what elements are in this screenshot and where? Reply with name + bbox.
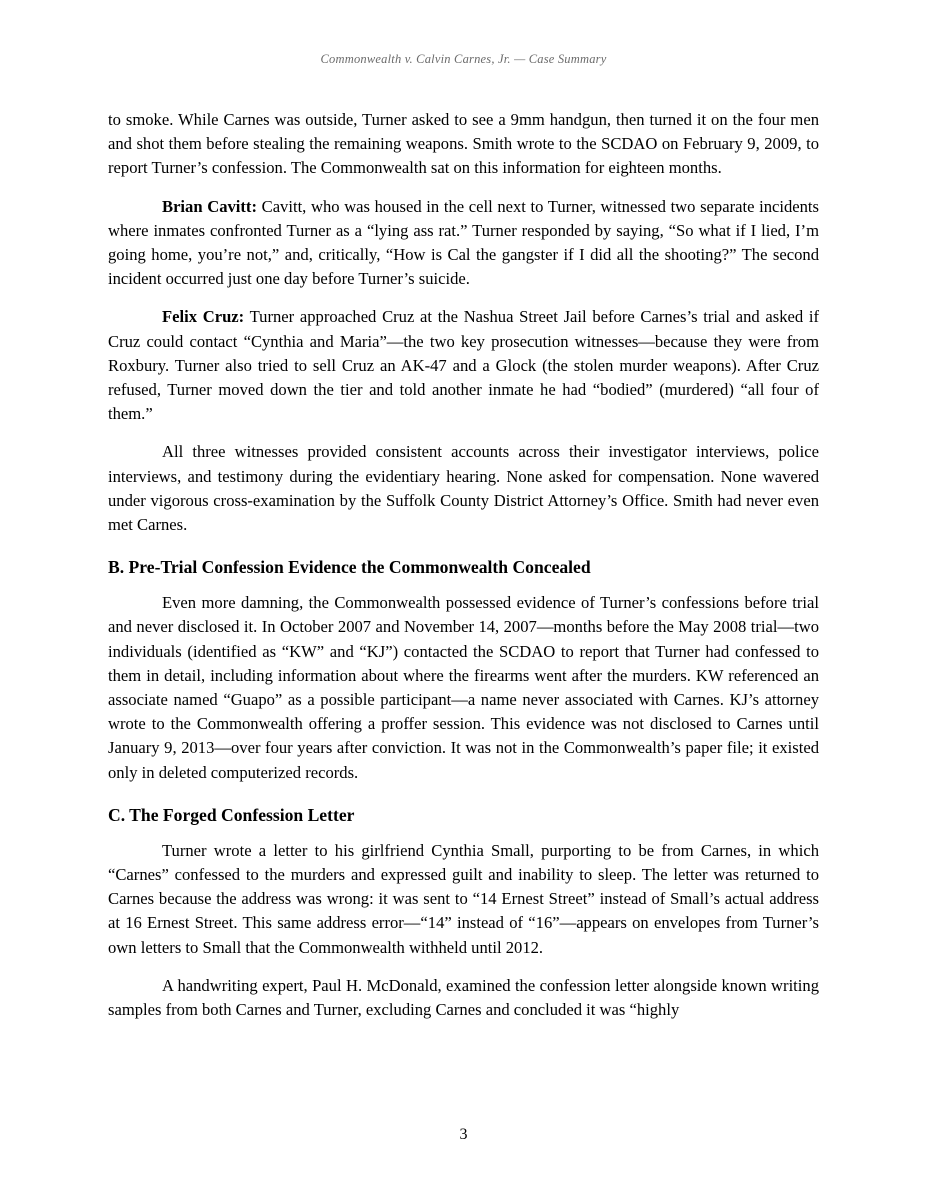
page-number: 3 [459,1126,468,1143]
witness-text-cavitt: Cavitt, who was housed in the cell next to Turner, witnessed two separate incidents where inmates confronted Turner as a “lying ass rat.” Turner responded by saying, “So what if I lied, I’m going home, you’re not,” and, critically, “How is Cal the gangster if I did all the shooting?” The second incident occurred just one day before Turner’s suicide. [108,196,819,289]
paragraph-section-b: Even more damning, the Commonwealth possessed evidence of Turner’s confessions before trial and never disclosed it. In October 2007 and November 14, 2007—months before the May 2008 trial—two individuals (identified as “KW” and “KJ”) contacted the SCDAO to report that Turner had confessed to them in detail, including information about where the firearms went after the murders. KW referenced an associate named “Guapo” as a possible participant—a name never associated with Carnes. KJ’s attorney wrote to the Commonwealth offering a proffer session. This evidence was not disclosed to Carnes until January 9, 2013—over four years after conviction. It was not in the Commonwealth’s paper file; it existed only in deleted computerized records. [108,593,819,782]
section-heading-c: C. The Forged Confession Letter [108,804,355,825]
witness-name-cruz: Felix Cruz: [162,307,245,327]
section-heading-b: B. Pre-Trial Confession Evidence the Commonwealth Concealed [108,557,591,578]
paragraph-cruz [108,305,819,426]
witness-text-cruz: Turner approached Cruz at the Nashua Street Jail before Carnes’s trial and asked if Cruz could contact “Cynthia and Maria”—the two key prosecution witnesses—because they were from Roxbury. Turner also tried to sell Cruz an AK-47 and a Glock (the stolen murder weapons). After Cruz refused, Turner moved down the tier and told another inmate he had “bodied” (murdered) “all four of them.” [108,307,819,424]
running-header: Commonwealth v. Calvin Carnes, Jr. — Case Summary [320,52,607,66]
paragraph-continuation: to smoke. While Carnes was outside, Turner asked to see a 9mm handgun, then turned it on the four men and shot them before stealing the remaining weapons. Smith wrote to the SCDAO on February 9, 2009, to report Turner’s confession. The Commonwealth sat on this information for eighteen months. [108,110,819,178]
witness-name-cavitt: Brian Cavitt: [162,196,257,216]
page-body [108,108,819,1036]
paragraph-section-c-2: A handwriting expert, Paul H. McDonald, examined the confession letter alongside known writing samples from both Carnes and Turner, excluding Carnes and concluded it was “highly [108,975,819,1020]
paragraph-section-c-1: Turner wrote a letter to his girlfriend Cynthia Small, purporting to be from Carnes, in which “Carnes” confessed to the murders and expressed guilt and inability to sleep. The letter was returned to Carnes because the address was wrong: it was sent to “14 Ernest Street” instead of Small’s actual address at 16 Ernest Street. This same address error—“14” instead of “16”—appears on envelopes from Turner’s own letters to Small that the Commonwealth withheld until 2012. [108,840,819,957]
paragraph-witnesses-summary: All three witnesses provided consistent accounts across their investigator interviews, police interviews, and testimony during the evidentiary hearing. None asked for compensation. None wavered under vigorous cross-examination by the Suffolk County District Attorney’s Office. Smith had never even met Carnes. [108,442,819,535]
paragraph-cavitt [108,195,819,292]
